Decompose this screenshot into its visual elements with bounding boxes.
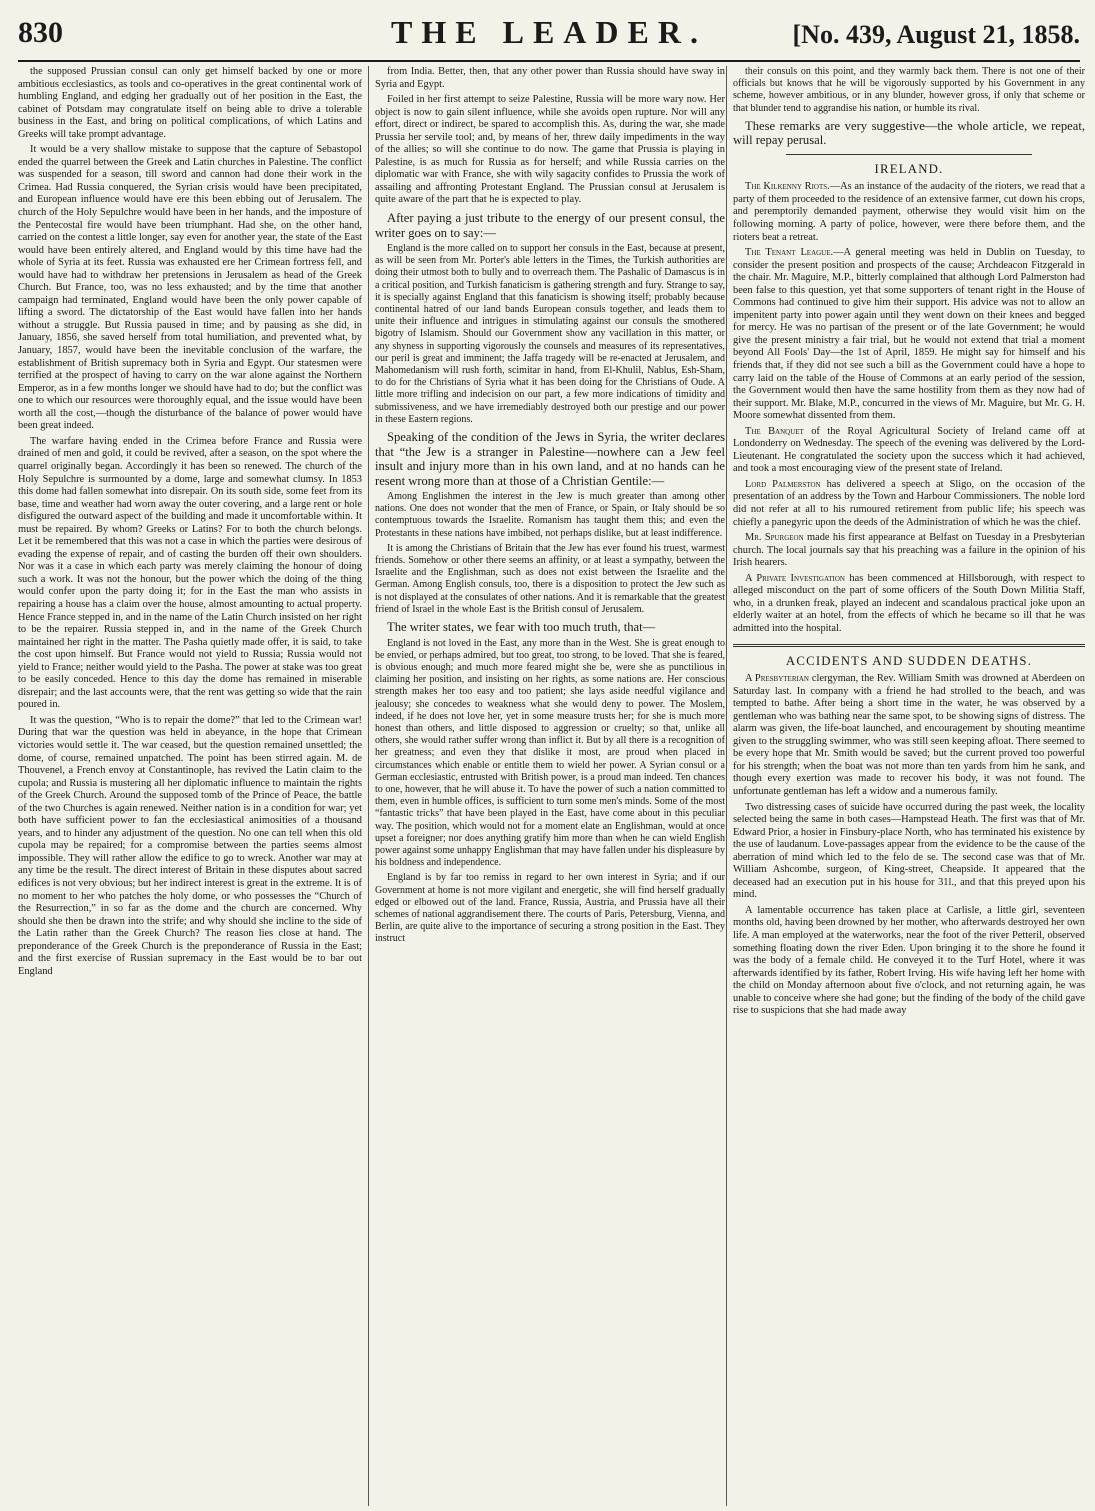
paragraph: from India. Better, then, that any other power than Russia should have sway in Syria and Egypt. bbox=[375, 66, 725, 90]
quoted-paragraph: It is among the Christians of Britain that the Jew has ever found his truest, warmest friends. Somehow or other there seems an affinity, or at least a sympathy, between the Israelite and the Englishman, such as does not exist between the Israelite and the German. Among English consuls, too, there is a disposition to protect the Jew such as is not displayed at the consulates of other nations. And it is remarkable that the greatest friend of Israel in the whole East is the British consul of Jerusalem. bbox=[375, 542, 725, 615]
quoted-paragraph: England is by far too remiss in regard to her own interest in Syria; and if our Government at home is not more vigilant and energetic, she will find herself gradually edged or elbowed out of the land. France, Russia, Austria, and Prussia have all their schemes of national aggrandisement there. The courts of Paris, Petersburg, Vienna, and Berlin, are quite alive to the importance of securing a strong position in the East. They instruct bbox=[375, 872, 725, 945]
masthead bbox=[18, 10, 1080, 62]
paragraph: Foiled in her first attempt to seize Palestine, Russia will be more wary now. Her object is now to gain silent influence, while she avoids open rupture. Nor will any effort, direct or indirect, be spared to accomplish this. As, during the war, she made Prussia her servile tool; and, by means of her, threw daily impediments in the way of the allies; so will she continue to do now. The game that Prussia is playing in Palestine, is as much for Russia as for herself; and while Russia carries on the diplomatic war with France, she with wily sagacity confides to Prussia the work of assailing and affronting Protestant England. The Prussian consul at Jerusalem is quite aware of the part that he is expected to play. bbox=[375, 94, 725, 206]
quoted-paragraph: their consuls on this point, and they warmly back them. There is not one of their officials but knows that he will be vigorously supported by his Government in any scheme, however ambitious, or in any blunder, however gross, if only that scheme or that blunder tend to aggrandise his nation, or humble its rival. bbox=[733, 66, 1085, 114]
news-item-body: has been commenced at Hillsborough, with respect to alleged misconduct on the part of some officers of the South Down Militia Staff, who, in a drunken freak, played an indecent and scandalous practical joke upon an elderly waiter at an hotel, from the effects of which he became so ill that he was admitted into the hospital. bbox=[733, 572, 1085, 634]
news-item bbox=[733, 532, 1085, 570]
news-item-lead: A Presbyterian bbox=[745, 673, 809, 685]
paragraph: The warfare having ended in the Crimea before France and Russia were drained of men and gold, it could be revived, after a season, on the spot where the quarrel originally began. Accordingly it has been so renewed. The church of the Holy Sepulchre is surmounted by a dome, large and somewhat clumsy. In 1853 this dome had fallen somewhat into disrepair. On its south side, some feet from its base, time and weather had worn away the outer covering, and a large rent or hole disfigured the outward aspect of the building and made it uncomfortable within. It must be repaired. By whom? Greeks or Latins? For to both the church belongs. Let it be remembered that this was not a case in which the parties were desirous of evading the expense of repair, and of casting the burden off their own shoulders. Nor was it a case in which each party was merely claiming the honour of doing such a work. It was not the honour, but the power which the doing of the thing would confer upon the party doing it; for in the East the man who assists in repairing a house has a claim over the house, almost amounting to actual property. Hence France stepped in, and in the name of the Latin Church insisted on her right to be the repairer. Russia stepped in, and in the name of the Greek Church maintained her right in the matter. The Pasha quietly made offer, it is said, to take the cost upon himself. But France would not yield to Russia; Russia would not yield to France; neither would yield to the Pasha. The power at stake was too great to be easily conceded. Hence to this day the dome has remained in miserable disrepair; and the last accounts were, that the rent was getting so wide that the rain poured in. bbox=[18, 435, 362, 711]
lead-paragraph: These remarks are very suggestive—the whole article, we repeat, will repay perusal. bbox=[733, 118, 1085, 148]
column-1 bbox=[18, 66, 362, 1506]
news-item bbox=[733, 479, 1085, 529]
news-item-lead: A Private Investigation bbox=[745, 572, 845, 584]
double-rule bbox=[733, 644, 1085, 647]
section-heading-ireland: IRELAND. bbox=[874, 161, 944, 176]
newspaper-title: THE LEADER. bbox=[391, 14, 707, 50]
quoted-paragraph: England is not loved in the East, any more than in the West. She is great enough to be envied, or perhaps admired, but too great, too strong, to be loved. That she is feared, is obvious enough; and much more feared might she be, were she as punctilious in claiming her position, and insisting on her rights, as some nations are. Her conscious strength makes her too easy and too patient; she lays aside needful vigilance and jealousy; she concedes to weakness what she would deny to power. The Moslem, indeed, if he does not love her, yet in some measure trusts her; for she is much more honest than others, and little disposed to aggression or cruelty; so that, unlike all others, she would rather suffer wrong than inflict it. But by all there is a recognition of her greatness; and even they that dislike it most, are proud when placed in circumstances which enable or entitle them to wield her power. A Syrian consul or a German ecclesiastic, entrusted with British power, is a proud man indeed. Ten chances to one, however, that he will abuse it. To have the power of such a nation committed to them, even in humble offices, is sufficient to turn some men's minds. Some of the most “fantastic tricks” that have been played in the East, have come about in this peculiar way. The position, which would not for a moment elate an Englishman, would at once upset a foreigner; nor does anything gratify him more than when he can wield English power against some unhappy Englishman that may have fallen under his displeasure by his boldness and independence. bbox=[375, 637, 725, 869]
news-item-lead: Lord Palmerston bbox=[745, 478, 821, 490]
news-item-body: —As an instance of the audacity of the rioters, we read that a party of them proceeded to the residence of an extensive farmer, cut down his crops, and peremptorily demanded payment, otherwise they would visit him on the following morning. A party of police, however, were there before them, and the rioters beat a retreat. bbox=[733, 181, 1085, 243]
news-item-body: has delivered a speech at Sligo, on the occasion of the presentation of an address by the Town and Harbour Commissioners. The noble lord did not refer at all to his rumoured retirement from public life; his speech was chiefly a panegyric upon the deeds of the Administration of which he was the chief. bbox=[733, 478, 1085, 528]
news-item bbox=[733, 573, 1085, 636]
news-item-lead: Mr. Spurgeon bbox=[745, 532, 804, 544]
column-3 bbox=[726, 66, 1085, 1506]
news-item-lead: The Kilkenny Riots. bbox=[745, 181, 830, 193]
news-item bbox=[733, 673, 1085, 798]
lead-paragraph: Speaking of the condition of the Jews in Syria, the writer declares that “the Jew is a stranger in Palestine—nowhere can a Jew feel insult and injury more than in his own land, and at no hands can he resent wrong more than at those of a Christian Gentile:— bbox=[375, 430, 725, 488]
paragraph: Two distressing cases of suicide have occurred during the past week, the locality selected being the same in both cases—Hampstead Heath. The first was that of Mr. Edward Prior, a hosier in Finsbury-place North, who has terminated his existence by the use of laudanum. Love-passages appear from the evidence to be the cause of the aberration of mind which led to the felo de se. The second case was that of Mr. William Ashcombe, surgeon, of King-street, Cheapside. It appeared that the deceased had an execution put in his house for 31l., and that this preyed upon his mind. bbox=[733, 801, 1085, 901]
news-item-lead: The Banquet bbox=[745, 425, 804, 437]
paragraph: It would be a very shallow mistake to suppose that the capture of Sebastopol ended the quarrel between the Greek and Latin churches in Palestine. The conflict was suspended for a season, till sword and cannon had done their work in the Crimea. Had Russia conquered, the Syrian crisis would have been precipitated, and European influence would have ere this been ebbing out of Jerusalem. The church of the Holy Sepulchre would have been in her hands, and the imposture of the Pentecostal fire would have been triumphant. Had she, on the other hand, carried on the contest a little longer, say even for another year, the state of the East would have been entirely altered, and England would by this time have had the whole of Syria at its feet. Russia was exhausted ere her Crimean fortress fell, and would have had to withdraw her pretensions in Jerusalem as head of the Greek Church. But France, too, was no less exhausted; and by the time that another campaign had terminated, England would have been the only power capable of lifting a sword. The dictatorship of the East would have fallen into her hands without a struggle. But Russia paused in time; and by pausing as she did, in January, 1856, she saved herself from total humiliation, and prevented what, by January, 1857, would have been the inevitable conclusion of the warfare, the establishment of British supremacy both in Syria and Egypt. Our statesmen were terrified at the prospect of having to carry on the war alone against the Northern Emperor, as in a few months longer we should have had to do; but the conflict was one to which our resources were thoroughly equal, and the issue would have been worth all the cost,—though the disturbance of the balance of power would have been great indeed. bbox=[18, 144, 362, 432]
page-number: 830 bbox=[18, 16, 63, 49]
news-item-lead: The Tenant League. bbox=[745, 247, 834, 259]
quoted-paragraph: England is the more called on to support her consuls in the East, because at present, as will be seen from Mr. Porter's able letters in the Times, the Turkish authorities are doing their utmost both to bully and to overreach them. The Pashalic of Damascus is in a critical position, and Turkish fanaticism is gathering strength and fury. Strange to say, it is specially against England that this fanaticism is showing itself; probably because continental hatred of our land bands European consuls together, and leads them to unite their influence and intrigues in stimulating against our consuls the smothered bigotry of Islamism. Should our Government show any vacillation in this matter, or any shyness in supporting vigorously the counsels and measures of its representatives, our peril is great and imminent; the Jaffa tragedy will be re-enacted at Jerusalem, and Mahomedanism will rush forth, scimitar in hand, from El-Khulil, Nablus, Esh-Sham, to do for the Christians of Syria what it has been doing for the Christians of Oude. A little more trifling and indecision on our part, a few more indications of timidity and submissiveness, and we have irremediably destroyed both our prestige and our power in these Eastern regions. bbox=[375, 243, 725, 425]
news-item bbox=[733, 247, 1085, 423]
issue-info: [No. 439, August 21, 1858. bbox=[792, 20, 1080, 49]
quoted-paragraph: Among Englishmen the interest in the Jew is much greater than among other nations. One does not wonder that the men of France, or Spain, or Italy should be so contemptuous towards the Israelite. Romanism has taught them this; and even the Protestants in these nations have imbibed, not perhaps dislike, but at least indifference. bbox=[375, 491, 725, 539]
divider bbox=[786, 154, 1032, 155]
news-item bbox=[733, 181, 1085, 244]
news-item-body: made his first appearance at Belfast on Tuesday in a Presbyterian church. The local journals say that his preaching was a failure in the opinion of his Irish hearers. bbox=[733, 532, 1085, 569]
section-heading-accidents: ACCIDENTS AND SUDDEN DEATHS. bbox=[785, 653, 1033, 668]
paragraph: the supposed Prussian consul can only get himself backed by one or more ambitious ecclesiastics, as tools and co-operatives in the great continental work of humbling England, and edging her gradually out of her position in the East, the cabinet of Potsdam may congratulate itself on being able to drive a tolerable business in the East, and bring on political complications, of which Latins and Greeks will take prompt advantage. bbox=[18, 66, 362, 140]
news-item-body: —A general meeting was held in Dublin on Tuesday, to consider the present position and prospects of the cause; Archdeacon Fitzgerald in the chair. Mr. Maguire, M.P., bitterly complained that although Lord Palmerston had been false to this question, yet that some supporters of tenant right in the House of Commons had continued to give him their support. His advice was not to allow an impenitent party into power again until they went down on their knees and begged for mercy. He was no partisan of the present or of the late Government; he would give the present ministry a fair trial, but he would not extend that trial a moment beyond All Fools' Day—the 1st of April, 1859. He might say for himself and his friends that, if they did not see such a bill as the Government could have a hope to carry laid on the table of the House of Commons at an early period of the session, the Government would then have the same hostility from them as they now had of their support. Mr. Blake, M.P., concurred in the views of Mr. Maguire, but Mr. G. H. Moore somewhat dissented from them. bbox=[733, 247, 1085, 422]
news-item-body: clergyman, the Rev. William Smith was drowned at Aberdeen on Saturday last. In company with a friend he had strolled to the beach, and was tempted to bathe. After being a short time in the water, he was observed by a gentleman who was bathing near the same spot, to be showing signs of distress. The alarm was given, the life-boat launched, and encouragement by shouting meantime given to the struggling swimmer, who was still seen keeping afloat. There seemed to be every hope that Mr. Smith would be saved; but the current proved too powerful for his strength; when the boat was not more than ten yards from him he sank, and though every exertion was made to recover his body, it was not found. The unfortunate gentleman has left a widow and a numerous family. bbox=[733, 673, 1085, 797]
lead-paragraph: After paying a just tribute to the energy of our present consul, the writer goes on to say:— bbox=[375, 211, 725, 240]
column-2 bbox=[368, 66, 725, 1506]
lead-paragraph: The writer states, we fear with too much truth, that— bbox=[387, 620, 656, 635]
paragraph: It was the question, “Who is to repair the dome?” that led to the Crimean war! During that war the question was held in abeyance, in the hope that Crimean victories would settle it. The war ceased, but the question remained unsettled; the dome, of course, remained unpatched. The point has been stirred again. M. de Thouvenel, a French envoy at Constantinople, has revived the Latin claim to the cupola; and Russia is mustering all her diplomatic influence to maintain the rights of the Greek Church. Around the supposed tomb of the Prince of Peace, the battle of the two Churches is again renewed. Neither nation is in a condition for war; yet both have sufficient power to fan the ecclesiastical animosities of a thousand years, and to hinder any adjustment of the question. No one can tell when this old cupola may be repaired; for a compromise between the parties seems almost impossible. They will rather allow the edifice to go to wreck. Another war may at any time be the result. The direct interest of Britain in these disputes about sacred edifices is not very obvious; but her indirect interest is great in the extreme. It is of no moment to her who patches the holy dome, or who possesses the “Church of the Resurrection,” in so far as the dome and the church are concerned. Why should she then be drawn into the strife; and why should she incline to the side of the Latin rather than the Greek Church? The reason lies close at hand. The preponderance of the Greek Church is the preponderance of Russia in the East; and the first exercise of Russian supremacy in the East would be to bar out England bbox=[18, 714, 362, 977]
news-item bbox=[733, 426, 1085, 476]
paragraph: A lamentable occurrence has taken place at Carlisle, a little girl, seventeen months old, having been drowned by her mother, who afterwards destroyed her own life. A man employed at the waterworks, near the foot of the river Petteril, observed something floating down the river Eden. Upon bringing it to the shore he found it was the body of a female child. He conveyed it to the Turf Hotel, where it was afterwards identified by its father, Robert Irving. His wife having left her home with the child on Monday afternoon about five o'clock, and not returning again, he was unable to conceive where she had gone; but the finding of the body of the child gave rise to suspicions that she had made away bbox=[733, 904, 1085, 1017]
news-item-body: of the Royal Agricultural Society of Ireland came off at Londonderry on Wednesday. The speech of the evening was delivered by the Lord-Lieutenant. He congratulated the society upon the success which it had achieved, and took a most encouraging view of the present state of Ireland. bbox=[733, 425, 1085, 475]
